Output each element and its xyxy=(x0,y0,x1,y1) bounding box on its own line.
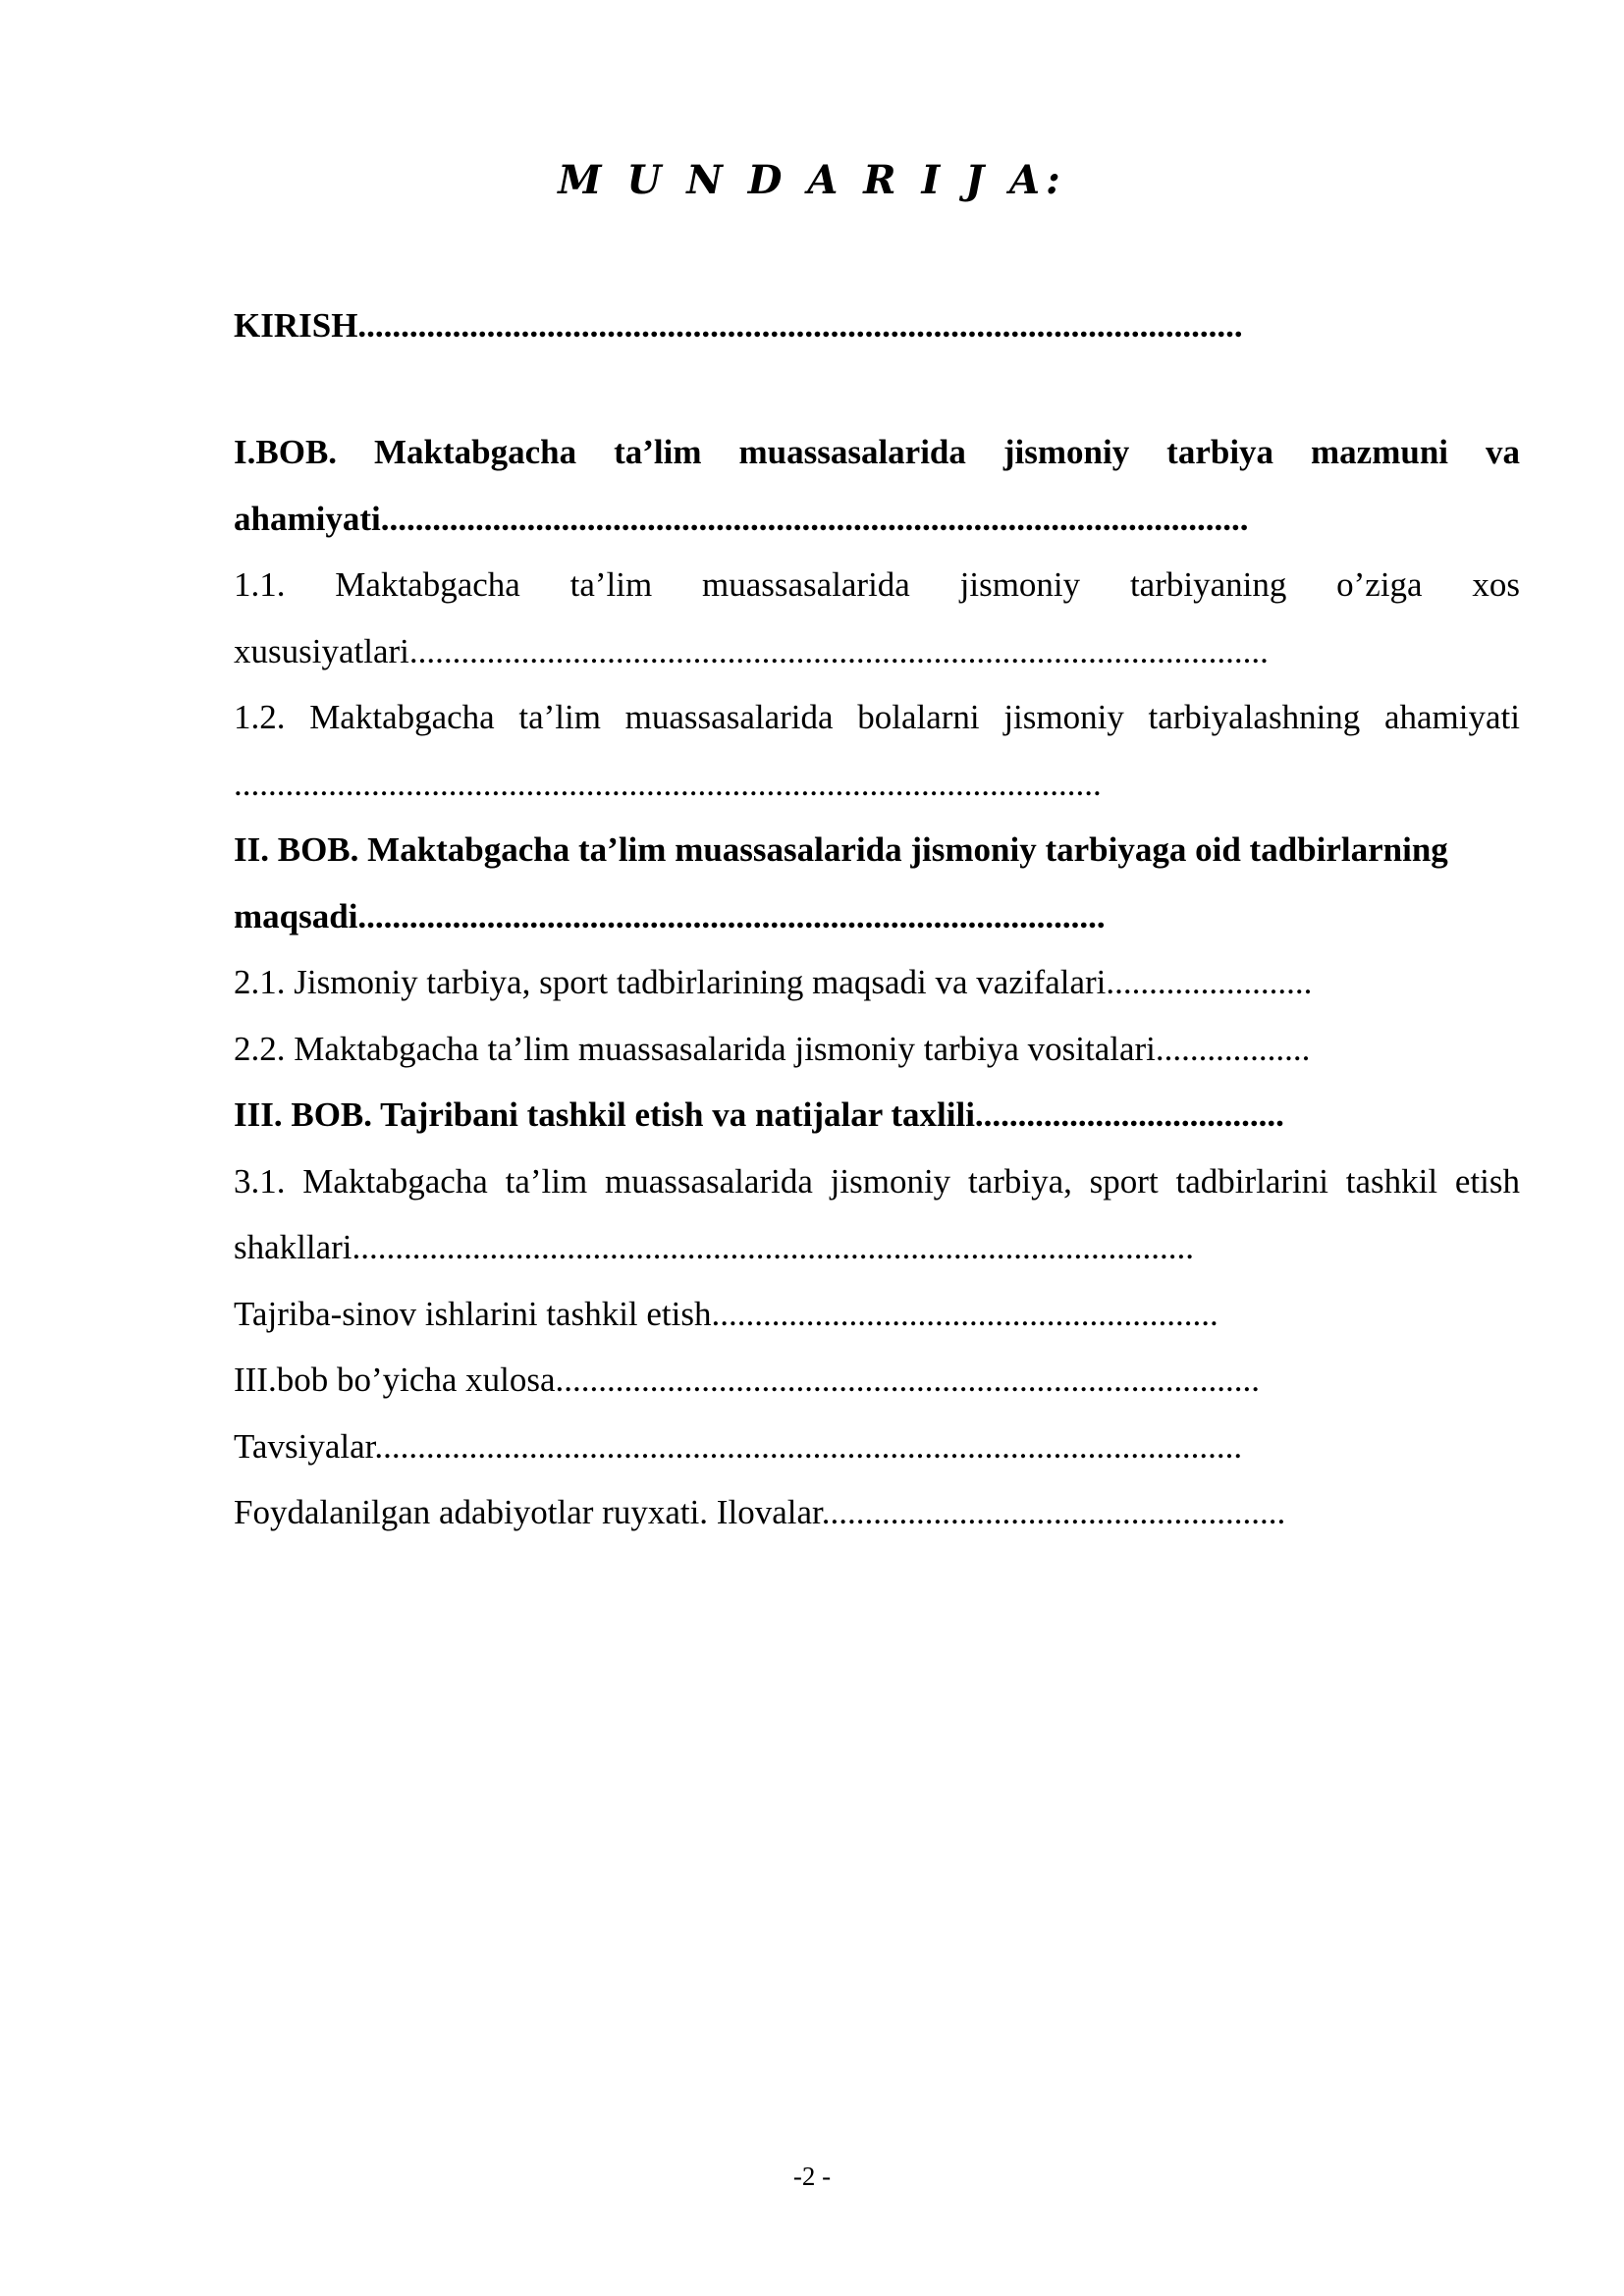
toc-entry-recommendations: Tavsiyalar..................................................................................................... xyxy=(234,1426,1243,1466)
toc-entry-conclusion: III.bob bo’yicha xulosa.................................................................................. xyxy=(234,1361,1261,1399)
toc-entry-kirish: KIRISH....................................................................................................... xyxy=(234,306,1243,345)
toc-entry-1-2: 1.2. Maktabgacha ta’lim muassasalarida bolalarni jismoniy tarbiyalashning ahamiyati ..................................................................................................... xyxy=(234,698,1520,803)
toc-entry-1-1: 1.1. Maktabgacha ta’lim muassasalarida jismoniy tarbiyaning o’ziga xos xususiyatlari.................................................................................................... xyxy=(234,565,1520,670)
toc-entry-2-1: 2.1. Jismoniy tarbiya, sport tadbirlarining maqsadi va vazifalari........................ xyxy=(234,963,1313,1001)
toc-entry-chapter-1: I.BOB. Maktabgacha ta’lim muassasalarida jismoniy tarbiya mazmuni va ahamiyati..................................................................................................... xyxy=(234,433,1520,538)
table-of-contents-body xyxy=(234,419,1520,1546)
page-number: -2 - xyxy=(792,2162,832,2191)
toc-entry-3-1: 3.1. Maktabgacha ta’lim muassasalarida jismoniy tarbiya, sport tadbirlarini tashkil etish shakllari.................................................................................................. xyxy=(234,1161,1520,1266)
page-title: M U N D A R I J A: xyxy=(558,157,1066,203)
toc-entry-chapter-2: II. BOB. Maktabgacha ta’lim muassasalarida jismoniy tarbiyaga oid tadbirlarning maqsadi....................................................................................... xyxy=(234,830,1448,935)
toc-entry-references: Foydalanilgan adabiyotlar ruyxati. Ilovalar...................................................... xyxy=(234,1493,1286,1531)
table-of-contents xyxy=(234,293,1520,359)
toc-entry-2-2: 2.2. Maktabgacha ta’lim muassasalarida jismoniy tarbiya vositalari.................. xyxy=(234,1029,1311,1068)
toc-entry-chapter-3: III. BOB. Tajribani tashkil etish va natijalar taxlili.................................... xyxy=(234,1095,1284,1134)
toc-entry-experiment: Tajriba-sinov ishlarini tashkil etish........................................................... xyxy=(234,1294,1218,1333)
